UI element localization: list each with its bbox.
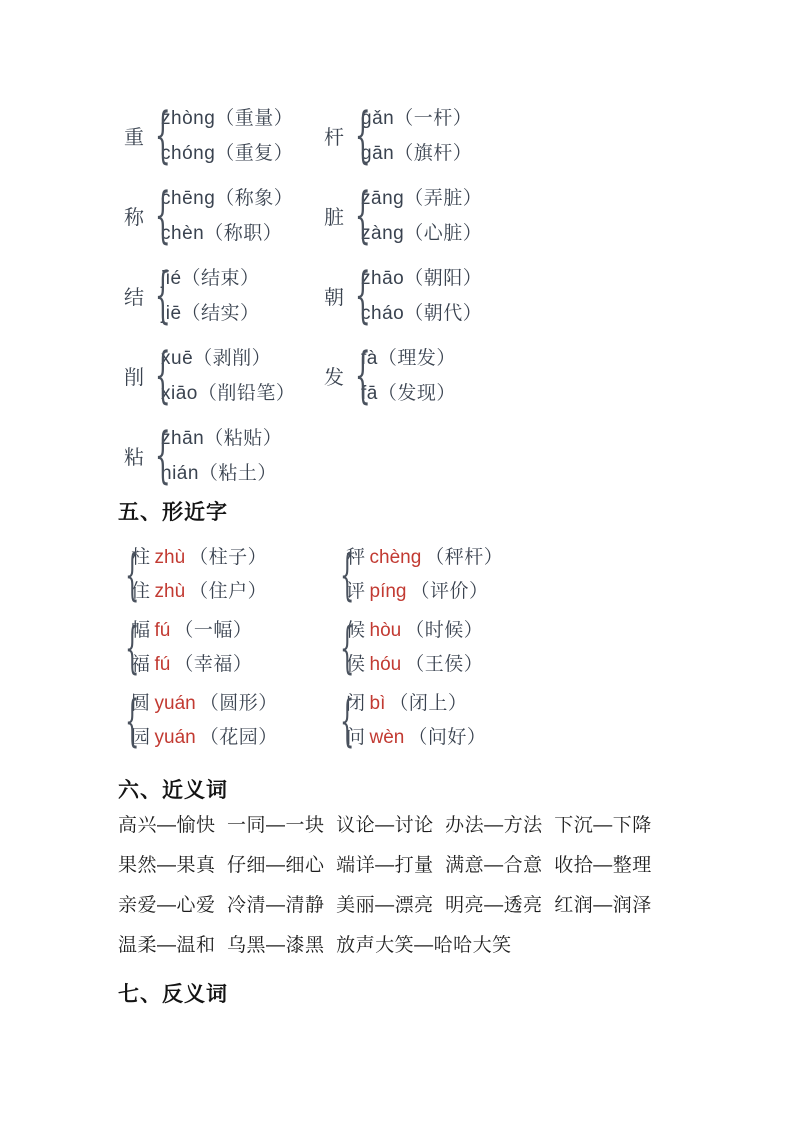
compare-line <box>131 541 267 575</box>
pinyin-group-chao <box>324 260 724 331</box>
xingjinzi-row <box>115 686 735 755</box>
heading-jinyici: 六、近义词 <box>118 779 228 802</box>
pronunciation-line: zhān（粘贴） <box>161 427 283 449</box>
compare-lines <box>346 687 486 755</box>
left-brace-icon <box>345 181 361 251</box>
heading-xingjinzi: 五、形近字 <box>118 501 228 524</box>
duoyinzi-row <box>124 340 724 411</box>
compare-lines <box>346 614 483 682</box>
heading-fanyici: 七、反义词 <box>118 983 228 1006</box>
compare-lines <box>131 541 267 609</box>
pronunciation-line: chóng（重复） <box>161 142 294 164</box>
compare-line <box>346 614 483 648</box>
pronunciation-line: cháo（朝代） <box>361 302 483 324</box>
example-word: （时候） <box>405 619 484 641</box>
pinyin: fú <box>154 619 171 641</box>
group-character: 脏 <box>324 207 344 229</box>
hanzi: 闭 <box>346 692 366 714</box>
group-character: 朝 <box>324 287 344 309</box>
compare-lines <box>131 687 278 755</box>
pronunciation-line: jié（结束） <box>161 267 260 289</box>
group-character: 称 <box>124 207 144 229</box>
pronunciation-lines <box>161 181 293 251</box>
compare-line <box>131 575 267 609</box>
example-word: （一幅） <box>174 619 253 641</box>
example-word: （幸福） <box>174 653 253 675</box>
empty-cell <box>324 420 724 491</box>
compare-group-cheng <box>330 540 735 609</box>
compare-line <box>131 614 252 648</box>
hanzi: 住 <box>131 580 151 602</box>
left-brace-icon <box>330 613 346 683</box>
pronunciation-lines <box>161 101 293 171</box>
pinyin: hòu <box>369 619 402 641</box>
compare-line <box>131 648 252 682</box>
group-character: 粘 <box>124 447 144 469</box>
left-brace-icon <box>145 181 161 251</box>
hanzi: 候 <box>346 619 366 641</box>
pinyin-group-jie <box>124 260 324 331</box>
left-brace-icon <box>345 101 361 171</box>
pronunciation-lines <box>161 261 260 331</box>
pronunciation-lines <box>361 181 482 251</box>
left-brace-icon <box>330 540 346 610</box>
compare-line <box>346 721 486 755</box>
pinyin-group-gan <box>324 100 724 171</box>
pinyin-group-fa <box>324 340 724 411</box>
section-jinyici <box>118 806 698 966</box>
pronunciation-line: chèn（称职） <box>161 222 283 244</box>
hanzi: 圆 <box>131 692 151 714</box>
synonym-line: 高兴—愉快 一同—一块 议论—讨论 办法—方法 下沉—下降 <box>118 815 652 836</box>
xingjinzi-row <box>115 613 735 682</box>
group-character: 结 <box>124 287 144 309</box>
compare-line <box>346 687 486 721</box>
hanzi: 柱 <box>131 546 151 568</box>
compare-line <box>131 721 278 755</box>
example-word: （柱子） <box>189 546 268 568</box>
section-xingjinzi <box>115 540 735 759</box>
left-brace-icon <box>115 613 131 683</box>
left-brace-icon <box>345 341 361 411</box>
pronunciation-line: zàng（心脏） <box>361 222 483 244</box>
pronunciation-line: zāng（弄脏） <box>361 187 483 209</box>
pinyin: fú <box>154 653 171 675</box>
left-brace-icon <box>145 261 161 331</box>
left-brace-icon <box>115 540 131 610</box>
pronunciation-lines <box>161 421 282 491</box>
hanzi: 园 <box>131 726 151 748</box>
pinyin: bì <box>369 692 386 714</box>
pronunciation-line: fā（发现） <box>361 382 456 404</box>
group-character: 重 <box>124 127 144 149</box>
compare-group-bi <box>330 686 735 755</box>
example-word: （秤杆） <box>425 546 504 568</box>
compare-line <box>346 648 483 682</box>
duoyinzi-row <box>124 420 724 491</box>
left-brace-icon <box>115 686 131 756</box>
pinyin: píng <box>369 580 407 602</box>
compare-group-hou <box>330 613 735 682</box>
pronunciation-line: zhāo（朝阳） <box>361 267 483 289</box>
example-word: （评价） <box>410 580 489 602</box>
compare-lines <box>346 541 503 609</box>
pronunciation-line: xiāo（削铅笔） <box>161 382 296 404</box>
hanzi: 侯 <box>346 653 366 675</box>
pronunciation-line: nián（粘土） <box>161 462 277 484</box>
pronunciation-line: xuē（剥削） <box>161 347 272 369</box>
group-character: 杆 <box>324 127 344 149</box>
pronunciation-line: zhòng（重量） <box>161 107 294 129</box>
example-word: （住户） <box>189 580 268 602</box>
compare-group-zhu <box>115 540 330 609</box>
pronunciation-lines <box>361 261 482 331</box>
synonym-line: 亲爱—心爱 冷清—清静 美丽—漂亮 明亮—透亮 红润—润泽 <box>118 895 652 916</box>
pinyin: wèn <box>369 726 405 748</box>
compare-line <box>346 575 503 609</box>
pronunciation-lines <box>361 341 456 411</box>
example-word: （花园） <box>199 726 278 748</box>
group-character: 发 <box>324 367 344 389</box>
left-brace-icon <box>145 341 161 411</box>
compare-line <box>346 541 503 575</box>
example-word: （圆形） <box>199 692 278 714</box>
example-word: （问好） <box>408 726 487 748</box>
pinyin: yuán <box>154 692 196 714</box>
compare-group-yuan <box>115 686 330 755</box>
pinyin: zhù <box>154 580 186 602</box>
pinyin-group-zhan <box>124 420 324 491</box>
compare-line <box>131 687 278 721</box>
left-brace-icon <box>345 261 361 331</box>
left-brace-icon <box>145 101 161 171</box>
group-character: 削 <box>124 367 144 389</box>
duoyinzi-row <box>124 260 724 331</box>
duoyinzi-row <box>124 100 724 171</box>
left-brace-icon <box>330 686 346 756</box>
synonym-line: 温柔—温和 乌黑—漆黑 放声大笑—哈哈大笑 <box>118 935 512 956</box>
synonym-line: 果然—果真 仔细—细心 端详—打量 满意—合意 收拾—整理 <box>118 855 652 876</box>
pronunciation-lines <box>361 101 472 171</box>
pronunciation-line: jiē（结实） <box>161 302 260 324</box>
section-duoyinzi <box>124 100 724 500</box>
pronunciation-line: gǎn（一杆） <box>361 107 473 129</box>
pronunciation-line: fà（理发） <box>361 347 456 369</box>
pinyin: hóu <box>369 653 402 675</box>
hanzi: 问 <box>346 726 366 748</box>
pinyin-group-zang <box>324 180 724 251</box>
pinyin-group-xiao <box>124 340 324 411</box>
pronunciation-line: gān（旗杆） <box>361 142 473 164</box>
pinyin: zhù <box>154 546 186 568</box>
compare-lines <box>131 614 252 682</box>
compare-group-fu <box>115 613 330 682</box>
pinyin: chèng <box>369 546 422 568</box>
duoyinzi-row <box>124 180 724 251</box>
hanzi: 评 <box>346 580 366 602</box>
example-word: （王侯） <box>405 653 484 675</box>
hanzi: 福 <box>131 653 151 675</box>
pronunciation-lines <box>161 341 295 411</box>
example-word: （闭上） <box>389 692 468 714</box>
pinyin-group-cheng <box>124 180 324 251</box>
hanzi: 幅 <box>131 619 151 641</box>
left-brace-icon <box>145 421 161 491</box>
xingjinzi-row <box>115 540 735 609</box>
pinyin: yuán <box>154 726 196 748</box>
pronunciation-line: chēng（称象） <box>161 187 294 209</box>
pinyin-group-zhong <box>124 100 324 171</box>
hanzi: 秤 <box>346 546 366 568</box>
